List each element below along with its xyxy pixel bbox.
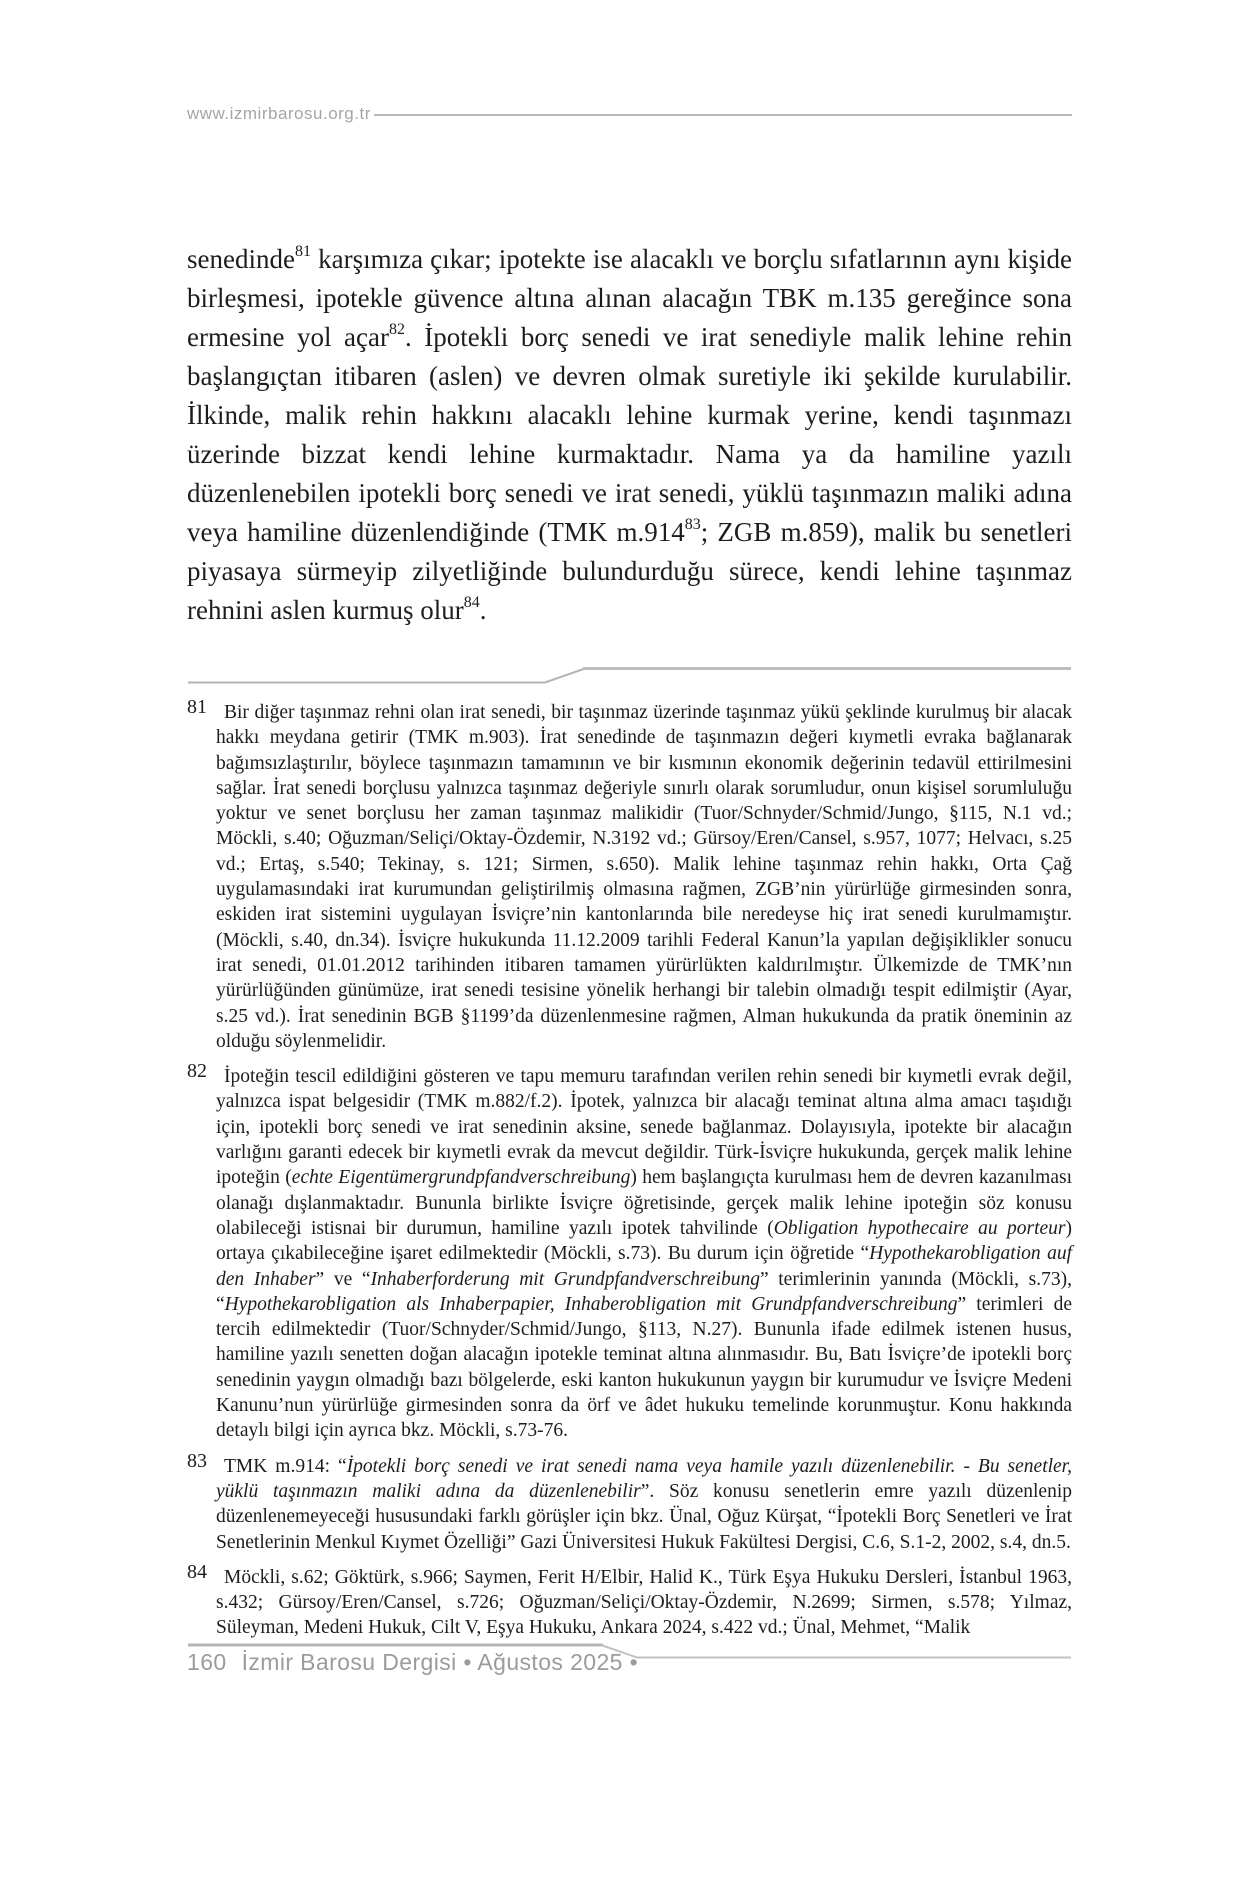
footnote-text: İpoteğin tescil edildiğini gösteren ve tapu memuru tarafından verilen rehin senedi bir kıymetli evrak değil, yalnızca ispat belgesidir (TMK m.882/f.2). İpotek, yalnızca bir alacağı teminat altına alma amacı taşıdığı için, ipotekli borç senedi ve irat senedinin aksine, senede bağlanmaz. Dolayısıyla, ipotekte bir alacağın varlığını garanti edecek bir kıymetli evrak da mevcut değildir. Türk-İsviçre hukukunda, gerçek malik lehine ipoteğin (echte Eigentümergrundpfandverschreibung) hem başlangıçta kurulması hem de devren kazanılması olanağı dışlanmaktadır. Bununla birlikte İsviçre öğretisinde, gerçek malik lehine ipoteğin söz konusu olabileceği istisnai bir durumun, hamiline yazılı ipotek tahvilinde (Obligation hypothecaire au porteur) ortaya çıkabileceğine işaret edilmektedir (Möckli, s.73). Bu durum için öğretide “Hypothekarobligation auf den Inhaber” ve “Inhaberforderung mit Grundpfandverschreibung” terimlerinin yanında (Möckli, s.73), “Hypothekarobligation als Inhaberpapier, Inhaberobligation mit Grundpfandverschreibung” terimleri de tercih edilmektedir (Tuor/Schnyder/Schmid/Jungo, §113, N.27). Bununla ifade edilmek istenen husus, hamiline yazılı senetten doğan alacağın ipotekle teminat altına alınmasıdır. Bu, Batı İsviçre’de ipotekli borç senedinin yaygın olmadığı bazı bölgelerde, eski kanton hukukunun yaygın bir kurumudur ve İsviçre Medeni Kanunu’nun yürürlüğe girmesinden sonra da örf ve âdet hukuku temelinde korunmuştur. Konu hakkında detaylı bilgi için ayrıca bkz. Möckli, s.73-76. — [216, 1066, 1073, 1442]
header-website-url: www.izmirbarosu.org.tr — [187, 104, 371, 123]
body-paragraph: senedinde$^{81}$ karşımıza çıkar; ipotekte ise alacaklı ve borçlu sıfatlarının aynı kişide birleşmesi, ipotekle güvence altına alınan alacağın TBK m.135 gereğince sona ermesine yol açar$^{82}$. İpotekli borç senedi ve irat senediyle malik lehine rehin başlangıçtan itibaren (aslen) ve devren olmak suretiyle iki şekilde kurulabilir. İlkinde, malik rehin hakkını alacaklı lehine kurmak yerine, kendi taşınmazı üzerinde bizzat kendi lehine kurmaktadır. Nama ya da hamiline yazılı düzenlenebilen ipotekli borç senedi ve irat senedi, yüklü taşınmazın maliki adına veya hamiline düzenlendiğinde (TMK m.914$^{83}$; ZGB m.859), malik bu senetleri piyasaya sürmeyip zilyetliğinde bulundurduğu sürece, kendi lehine taşınmaz rehnini aslen kurmuş olur$^{84}$. — [187, 243, 1073, 625]
footnote-text: Möckli, s.62; Göktürk, s.966; Saymen, Ferit H/Elbir, Halid K., Türk Eşya Hukuku Dersleri, İstanbul 1963, s.432; Gürsoy/Eren/Cansel, s.726; Oğuzman/Seliçi/Oktay-Özdemir, N.2699; Sirmen, s.578; Yılmaz, Süleyman, Medeni Hukuk, Cilt V, Eşya Hukuku, Ankara 2024, s.422 vd.; Ünal, Mehmet, “Malik — [216, 1566, 1072, 1639]
footnote-divider — [187, 663, 1072, 687]
page-number: 160 — [187, 1649, 227, 1675]
footnote-84 — [187, 1560, 1072, 1641]
footnote-83 — [187, 1449, 1072, 1555]
footnotes-section — [187, 696, 1073, 1651]
footnote-number: 84 — [187, 1560, 207, 1583]
footnote-text: TMK m.914: “İpotekli borç senedi ve irat senedi nama veya hamile yazılı düzenlenebilir. - Bu senetler, yüklü taşınmazın maliki adına da düzenlenebilir”. Söz konusu senetlerin emre yazılı düzenlenip düzenlenemeyeceği hususundaki farklı görüşler için bkz. Ünal, Oğuz Kürşat, “İpotekli Borç Senetleri ve İrat Senetlerinin Menkul Kıymet Özelliği” Gazi Üniversitesi Hukuk Fakültesi Dergisi, C.6, S.1-2, 2002, s.4, dn.5. — [216, 1455, 1072, 1553]
footnote-number: 82 — [187, 1060, 207, 1083]
footnote-text: Bir diğer taşınmaz rehni olan irat senedi, bir taşınmaz üzerinde taşınmaz yükü şeklinde kurulmuş bir alacak hakkı meydana getirir (TMK m.903). İrat senedinde de taşınmazın değeri kıymetli evraka bağlanarak bağımsızlaştırılır, böylece taşınmazın tamamının ve bir kısmının ekonomik değerinin tedavül ettirilmesini sağlar. İrat senedi borçlusu yalnızca taşınmaz değeriyle sınırlı olarak sorumludur, onun kişisel sorumluluğu yoktur ve senet borçlusu her zaman taşınmaz malikidir (Tuor/Schnyder/Schmid/Jungo, §115, N.1 vd.; Möckli, s.40; Oğuzman/Seliçi/Oktay-Özdemir, N.3192 vd.; Gürsoy/Eren/Cansel, s.957, 1077; Helvacı, s.25 vd.; Ertaş, s.540; Tekinay, s. 121; Sirmen, s.650). Malik lehine taşınmaz rehin hakkı, Orta Çağ uygulamasındaki irat kurumundan geliştirilmiş olmasına rağmen, ZGB’nin yürürlüğe girmesinden sonra, eskiden irat sistemini uygulayan İsviçre’nin kantonlarında bile neredeyse hiç irat senedi kurulmamıştır. (Möckli, s.40, dn.34). İsviçre hukukunda 11.12.2009 tarihli Federal Kanun’la yapılan değişiklikler sonucu irat senedi, 01.01.2012 tarihinden itibaren tamamen yürürlükten kaldırılmıştır. Ülkemizde de TMK’nın yürürlüğünden günümüze, irat senedi tesisine yönelik herhangi bir talebin olmadığı tespit edilmiştir (Ayar, s.25 vd.). İrat senedinin BGB §1199’da düzenlenmesine rağmen, Alman hukukunda da pratik öneminin az olduğu söylenmelidir. — [216, 702, 1072, 1052]
page-header — [187, 104, 1072, 124]
footnote-82 — [187, 1060, 1073, 1443]
footer-journal-text: İzmir Barosu Dergisi • Ağustos 2025 • — [241, 1649, 639, 1675]
header-rule — [374, 114, 1072, 116]
page-footer — [187, 1649, 1072, 1676]
footnote-81 — [187, 696, 1072, 1054]
footnote-number: 83 — [187, 1449, 207, 1472]
footnote-number: 81 — [187, 696, 207, 718]
